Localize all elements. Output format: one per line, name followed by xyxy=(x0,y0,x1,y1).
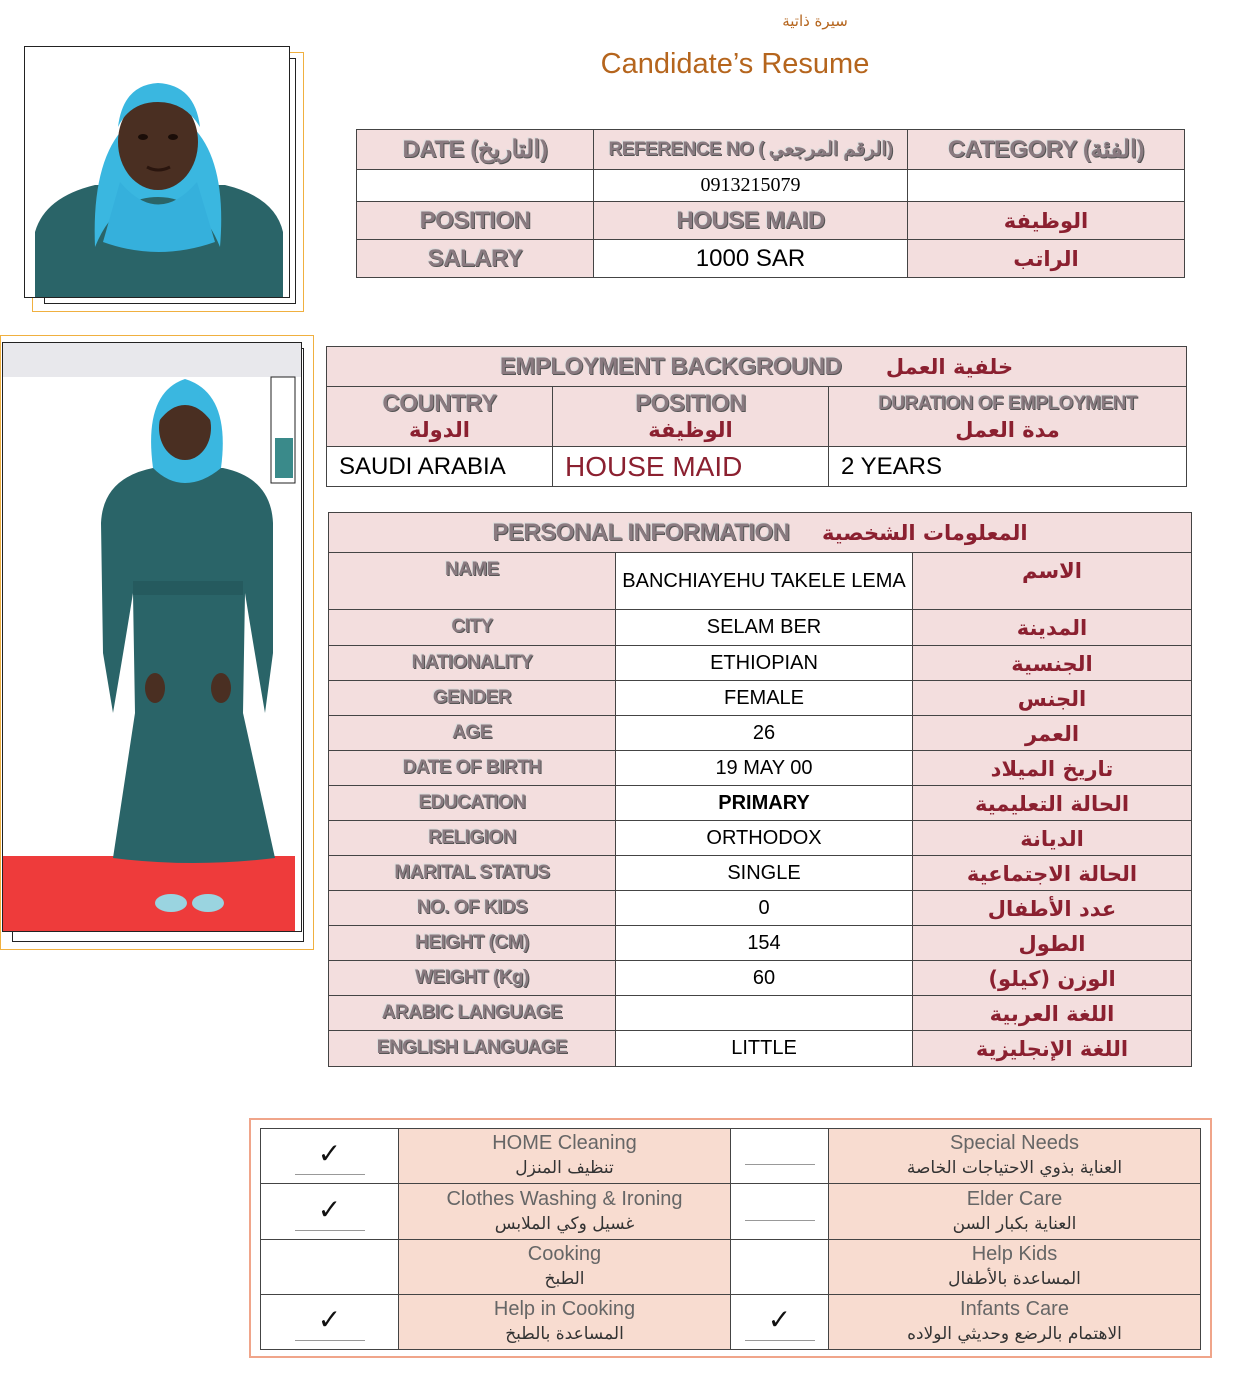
table-row xyxy=(329,681,1192,716)
row-label-ar: الحالة الاجتماعية xyxy=(913,856,1192,891)
row-value: FEMALE xyxy=(616,681,913,716)
skill-check-right xyxy=(731,1184,829,1240)
row-label: AGE xyxy=(329,716,616,751)
table-row xyxy=(329,646,1192,681)
skills-table xyxy=(260,1128,1201,1350)
row-label-ar: الجنسية xyxy=(913,646,1192,681)
row-value xyxy=(616,996,913,1031)
reference-value: 0913215079 xyxy=(594,170,908,202)
row-label: ENGLISH LANGUAGE xyxy=(329,1031,616,1067)
skill-label: HOME Cleaning xyxy=(492,1132,637,1154)
row-label-ar: الديانة xyxy=(913,821,1192,856)
country-label-ar: الدولة xyxy=(409,417,470,442)
emp-position-label-ar: الوظيفة xyxy=(648,417,733,442)
skill-cell xyxy=(399,1129,731,1184)
row-label: GENDER xyxy=(329,681,616,716)
category-label: CATEGORY (الفئة) xyxy=(908,130,1185,170)
skill-check-right xyxy=(731,1295,829,1350)
skill-cell xyxy=(829,1184,1201,1240)
employment-title-ar: خلفية العمل xyxy=(885,354,1014,379)
fullbody-photo xyxy=(2,342,302,932)
check-icon: ✓ xyxy=(295,1137,365,1175)
skill-label-ar: الاهتمام بالرضع وحديثي الولاده xyxy=(907,1324,1122,1344)
portrait-image xyxy=(25,47,290,298)
date-label: DATE (التاريخ) xyxy=(357,130,594,170)
skill-check-left xyxy=(261,1240,399,1295)
emp-position-label: POSITION xyxy=(635,389,746,417)
portrait-photo xyxy=(24,46,290,298)
table-row xyxy=(329,891,1192,926)
personal-table xyxy=(328,512,1192,1067)
row-label: EDUCATION xyxy=(329,786,616,821)
personal-title: PERSONAL INFORMATION xyxy=(492,518,790,546)
table-row xyxy=(329,786,1192,821)
table-row xyxy=(329,926,1192,961)
row-label-ar: تاريخ الميلاد xyxy=(913,751,1192,786)
skill-label-ar: المساعدة بالأطفال xyxy=(948,1269,1081,1289)
salary-value: 1000 SAR xyxy=(594,240,908,278)
country-header xyxy=(327,387,553,447)
row-label: ARABIC LANGUAGE xyxy=(329,996,616,1031)
date-value xyxy=(357,170,594,202)
row-value: BANCHIAYEHU TAKELE LEMA xyxy=(616,553,913,610)
employment-title: EMPLOYMENT BACKGROUND xyxy=(499,352,842,380)
row-value: 60 xyxy=(616,961,913,996)
duration-label: DURATION OF EMPLOYMENT xyxy=(878,392,1137,414)
skill-cell xyxy=(829,1240,1201,1295)
country-label: COUNTRY xyxy=(382,389,497,417)
skill-label-ar: غسيل وكي الملابس xyxy=(494,1213,635,1234)
skill-label: Help in Cooking xyxy=(493,1298,636,1320)
employment-title-cell xyxy=(327,347,1187,387)
skill-check-left xyxy=(261,1295,399,1350)
skill-cell xyxy=(829,1129,1201,1184)
skill-label: Infants Care xyxy=(960,1298,1069,1320)
table-row xyxy=(329,716,1192,751)
table-row xyxy=(329,856,1192,891)
row-value: PRIMARY xyxy=(616,786,913,821)
check-icon: ✓ xyxy=(745,1303,815,1341)
check-icon: ✓ xyxy=(295,1303,365,1341)
skill-label-ar: المساعدة بالطبخ xyxy=(505,1324,624,1344)
row-label: CITY xyxy=(329,610,616,646)
personal-title-ar: المعلومات الشخصية xyxy=(821,520,1028,545)
row-value: 154 xyxy=(616,926,913,961)
skills-row xyxy=(261,1295,1201,1350)
skill-check-left xyxy=(261,1129,399,1184)
row-label: DATE OF BIRTH xyxy=(329,751,616,786)
skills-row xyxy=(261,1184,1201,1240)
row-value: ETHIOPIAN xyxy=(616,646,913,681)
table-row xyxy=(329,961,1192,996)
skill-label: Cooking xyxy=(527,1243,602,1265)
skills-row xyxy=(261,1129,1201,1184)
arabic-header: سيرة ذاتية xyxy=(782,12,848,30)
skill-label: Clothes Washing & Ironing xyxy=(446,1187,683,1210)
skill-label: Special Needs xyxy=(950,1132,1079,1154)
row-label: WEIGHT (Kg) xyxy=(329,961,616,996)
check-icon: ✓ xyxy=(295,1193,365,1231)
duration-header xyxy=(829,387,1187,447)
emp-position-value: HOUSE MAID xyxy=(553,447,829,487)
skill-label-ar: الطبخ xyxy=(544,1269,585,1289)
skill-check-right xyxy=(731,1240,829,1295)
skill-label-ar: العناية بذوي الاحتياجات الخاصة xyxy=(906,1158,1123,1178)
table-row xyxy=(329,610,1192,646)
row-label: MARITAL STATUS xyxy=(329,856,616,891)
row-label: NO. OF KIDS xyxy=(329,891,616,926)
check-icon xyxy=(295,1272,365,1276)
row-label-ar: الطول xyxy=(913,926,1192,961)
personal-title-cell xyxy=(329,513,1192,553)
position-label-ar: الوظيفة xyxy=(908,202,1185,240)
row-value: 19 MAY 00 xyxy=(616,751,913,786)
skill-check-right xyxy=(731,1129,829,1184)
skill-cell xyxy=(399,1295,731,1350)
position-value: HOUSE MAID xyxy=(594,202,908,240)
check-icon xyxy=(745,1272,815,1276)
emp-position-header xyxy=(553,387,829,447)
skill-cell xyxy=(829,1295,1201,1350)
row-value: 0 xyxy=(616,891,913,926)
fullbody-image xyxy=(3,343,302,932)
reference-label: REFERENCE NO ( الرقم المرجعي) xyxy=(594,130,908,170)
salary-label: SALARY xyxy=(357,240,594,278)
row-value: LITTLE xyxy=(616,1031,913,1067)
skill-label: Help Kids xyxy=(971,1243,1058,1265)
category-value xyxy=(908,170,1185,202)
row-label-ar: اللغة العربية xyxy=(913,996,1192,1031)
table-row xyxy=(329,751,1192,786)
skill-cell xyxy=(399,1184,731,1240)
position-label: POSITION xyxy=(357,202,594,240)
skill-check-left xyxy=(261,1184,399,1240)
row-value: SINGLE xyxy=(616,856,913,891)
row-label: HEIGHT (CM) xyxy=(329,926,616,961)
employment-table xyxy=(326,346,1187,487)
page-title: Candidate’s Resume xyxy=(600,48,870,80)
table-row xyxy=(329,996,1192,1031)
salary-label-ar: الراتب xyxy=(908,240,1185,278)
row-value: ORTHODOX xyxy=(616,821,913,856)
skill-label-ar: العناية بكبار السن xyxy=(952,1213,1077,1234)
skills-row xyxy=(261,1240,1201,1295)
row-label-ar: عدد الأطفال xyxy=(913,891,1192,926)
row-label-ar: الجنس xyxy=(913,681,1192,716)
row-label-ar: الحالة التعليمية xyxy=(913,786,1192,821)
emp-country-value: SAUDI ARABIA xyxy=(327,447,553,487)
check-icon xyxy=(745,1160,815,1165)
row-label-ar: الاسم xyxy=(913,553,1192,610)
row-value: 26 xyxy=(616,716,913,751)
skill-label: Elder Care xyxy=(966,1187,1063,1210)
table-row xyxy=(329,821,1192,856)
summary-table xyxy=(356,129,1185,278)
row-label-ar: المدينة xyxy=(913,610,1192,646)
table-row xyxy=(329,553,1192,610)
row-label-ar: العمر xyxy=(913,716,1192,751)
row-label-ar: اللغة الإنجليزية xyxy=(913,1031,1192,1067)
row-label: NATIONALITY xyxy=(329,646,616,681)
row-value: SELAM BER xyxy=(616,610,913,646)
skill-label-ar: تنظيف المنزل xyxy=(515,1158,614,1178)
skill-cell xyxy=(399,1240,731,1295)
emp-duration-value: 2 YEARS xyxy=(829,447,1187,487)
row-label: NAME xyxy=(329,553,616,610)
row-label-ar: الوزن (كيلو) xyxy=(913,961,1192,996)
row-label: RELIGION xyxy=(329,821,616,856)
table-row xyxy=(329,1031,1192,1067)
duration-label-ar: مدة العمل xyxy=(955,417,1060,442)
check-icon xyxy=(745,1216,815,1221)
